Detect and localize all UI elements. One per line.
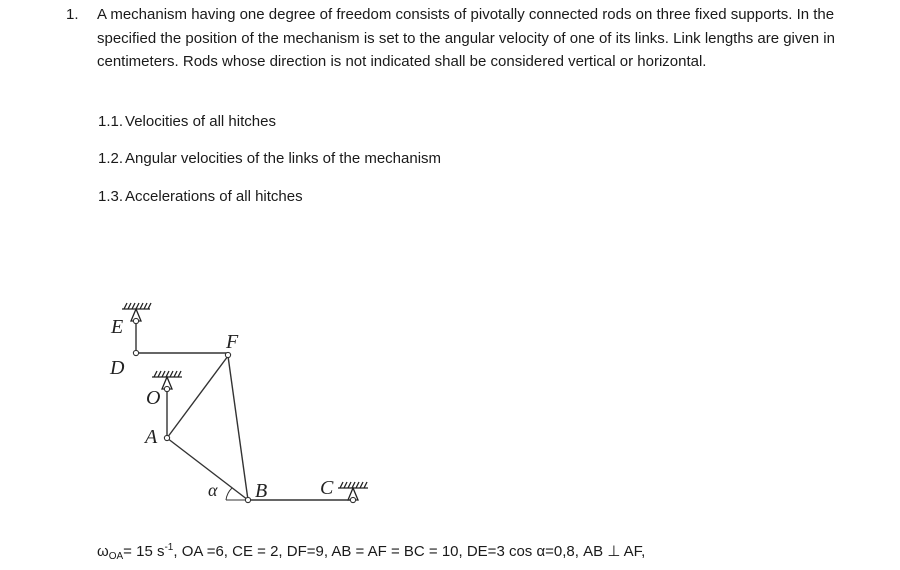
joint-E: [133, 318, 138, 323]
joint-C: [350, 497, 355, 502]
problem-statement: A mechanism having one degree of freedom consists of pivotally connected rods on three fixed supports. In the specified the position of the mechanism is set to the angular velocity of one of its links. Link lengths are given in centimeters. Rods whose direction is not indicated shall be considered vertical or horizontal.: [97, 6, 835, 70]
subtask-text: Accelerations of all hitches: [125, 188, 303, 205]
given-dimensions: , OA =6, CE = 2, DF=9, AB = AF = BC = 10, DE=3 cos α=0,8, AB ⊥ AF,: [173, 543, 646, 560]
label-F: F: [226, 331, 239, 353]
label-D: D: [110, 357, 125, 379]
label-alpha: α: [208, 480, 218, 500]
omega-symbol: ω: [97, 543, 109, 560]
given-values: [97, 537, 645, 568]
joint-B: [245, 497, 250, 502]
label-O: O: [146, 387, 161, 409]
subtask-text: Velocities of all hitches: [125, 113, 276, 130]
joint-D: [133, 350, 138, 355]
omega-exponent: -1: [164, 542, 174, 553]
omega-value: = 15 s: [123, 543, 165, 560]
joint-A: [164, 435, 169, 440]
link-FB: [228, 356, 248, 500]
label-E: E: [111, 316, 124, 338]
label-A: A: [145, 426, 158, 448]
label-B: B: [255, 480, 268, 502]
label-C: C: [320, 477, 334, 499]
subtask-number: 1.2.: [98, 150, 124, 167]
problem-number: 1.: [66, 6, 79, 23]
subtask-number: 1.1.: [98, 113, 124, 130]
joint-F: [225, 352, 230, 357]
omega-subscript: OA: [108, 551, 124, 562]
subtask-number: 1.3.: [98, 188, 124, 205]
subtask-text: Angular velocities of the links of the mechanism: [125, 150, 442, 167]
joint-O: [164, 386, 169, 391]
link-AF: [167, 356, 228, 438]
angle-arc-alpha: [226, 488, 232, 500]
mechanism-links: [136, 321, 353, 500]
